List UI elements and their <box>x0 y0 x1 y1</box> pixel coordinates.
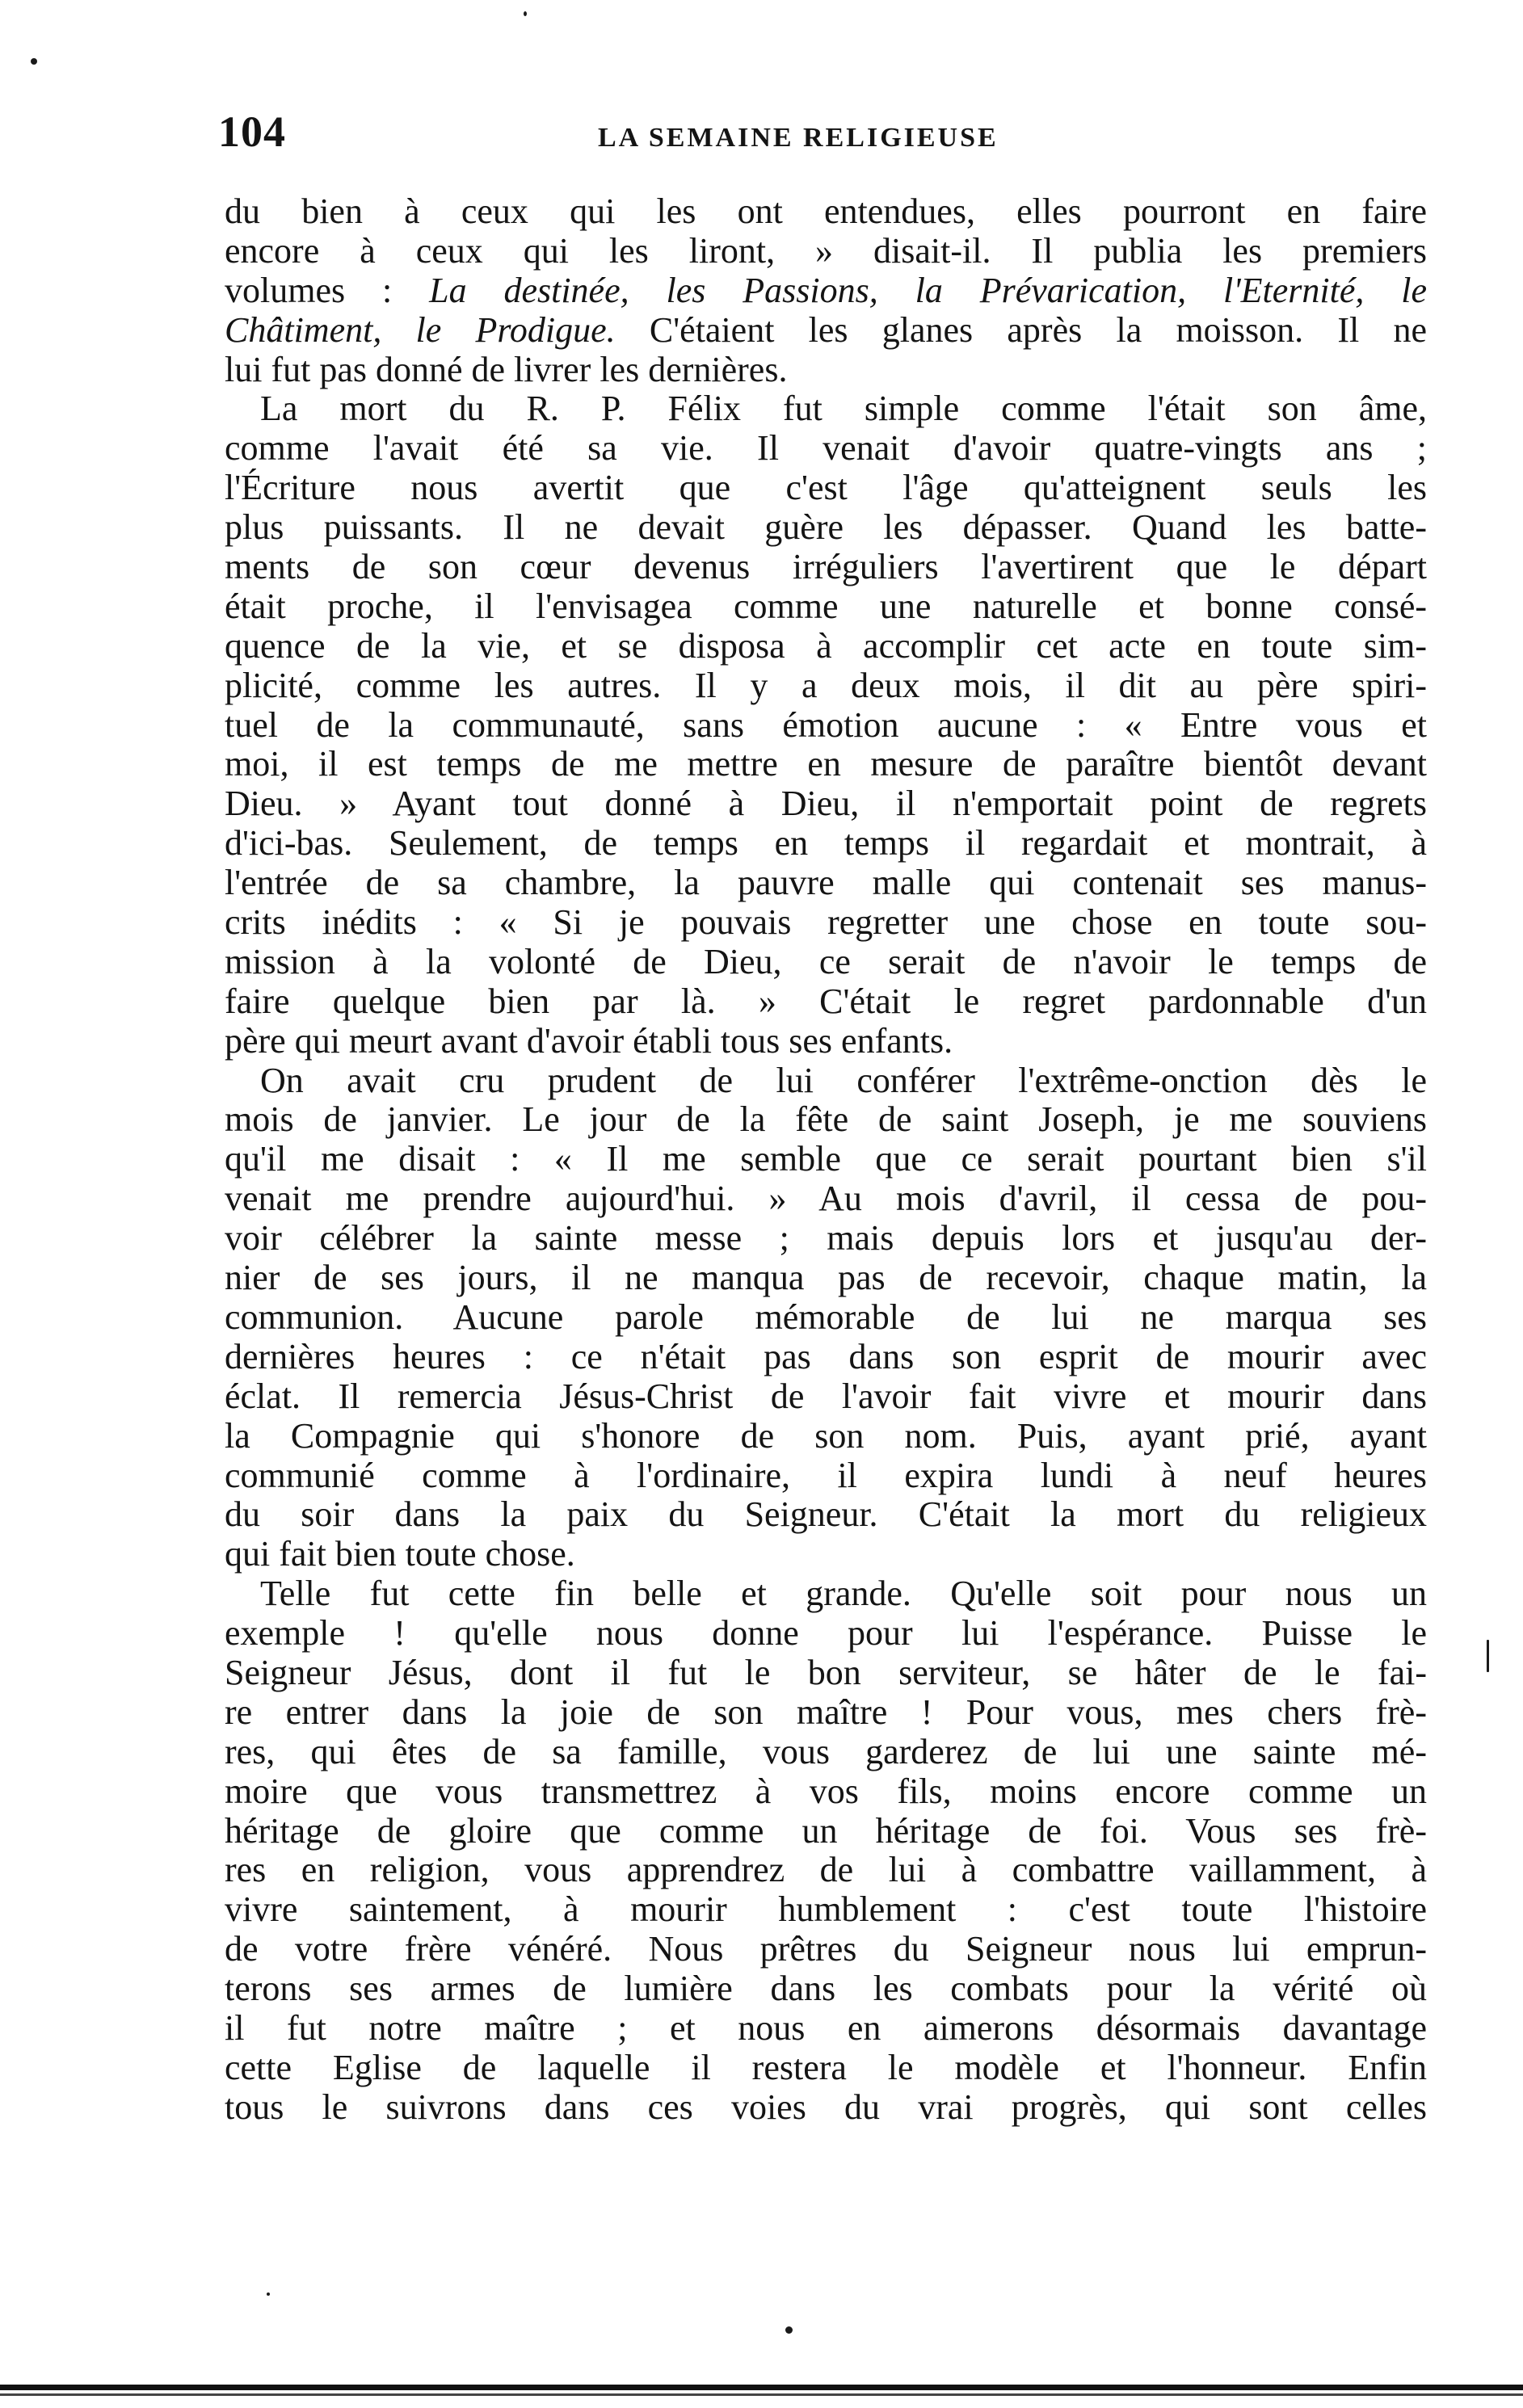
ink-speck <box>785 2326 793 2334</box>
text-line: lui fut pas donné de livrer les dernières. <box>225 349 788 389</box>
text-line: de votre frère vénéré. Nous prêtres du Seigneur nous lui emprun- <box>225 1929 1427 1969</box>
page-bottom-edge <box>0 2385 1523 2390</box>
ink-speck <box>267 2292 270 2296</box>
text-line: faire quelque bien par là. » C'était le regret pardonnable d'un <box>225 981 1427 1021</box>
text-line: père qui meurt avant d'avoir établi tous ses enfants. <box>225 1020 953 1061</box>
text-line: Telle fut cette fin belle et grande. Qu'elle soit pour nous un <box>260 1574 1427 1614</box>
text-line: res en religion, vous apprendrez de lui à combattre vaillamment, à <box>225 1850 1427 1890</box>
ink-speck <box>1487 1640 1489 1672</box>
text-line: l'entrée de sa chambre, la pauvre malle qui contenait ses manus- <box>225 863 1427 903</box>
text-line: plus puissants. Il ne devait guère les dépasser. Quand les batte- <box>225 507 1427 548</box>
text-line: était proche, il l'envisagea comme une naturelle et bonne consé- <box>225 586 1427 626</box>
text-line: voir célébrer la sainte messe ; mais depuis lors et jusqu'au der- <box>225 1218 1427 1259</box>
text-line: mission à la volonté de Dieu, ce serait de n'avoir le temps de <box>225 941 1427 981</box>
text-line: du bien à ceux qui les ont entendues, elles pourront en faire <box>225 191 1427 231</box>
text-line: moire que vous transmettrez à vos fils, moins encore comme un <box>225 1771 1427 1811</box>
text-line <box>225 311 1427 351</box>
text-line: il fut notre maître ; et nous en aimerons désormais davantage <box>225 2007 1427 2048</box>
text-line: tuel de la communauté, sans émotion aucune : « Entre vous et <box>225 704 1427 745</box>
text-line: encore à ceux qui les liront, » disait-il. Il publia les premiers <box>225 230 1427 271</box>
body-text <box>225 192 1427 2128</box>
text-line: terons ses armes de lumière dans les combats pour la vérité où <box>225 1969 1427 2009</box>
text-line: nier de ses jours, il ne manqua pas de recevoir, chaque matin, la <box>225 1258 1427 1298</box>
page-bottom-edge-shadow <box>0 2393 1523 2396</box>
text-line: cette Eglise de laquelle il restera le modèle et l'honneur. Enfin <box>225 2047 1427 2087</box>
text-line: vivre saintement, à mourir humblement : c'est toute l'histoire <box>225 1889 1427 1930</box>
text-line: la Compagnie qui s'honore de son nom. Puis, ayant prié, ayant <box>225 1415 1427 1456</box>
page-header <box>218 107 1430 171</box>
text-line: venait me prendre aujourd'hui. » Au mois d'avril, il cessa de pou- <box>225 1179 1427 1219</box>
text-line: ments de son cœur devenus irréguliers l'avertirent que le départ <box>225 547 1427 587</box>
text-line: communion. Aucune parole mémorable de lui ne marqua ses <box>225 1296 1427 1337</box>
text-line: exemple ! qu'elle nous donne pour lui l'espérance. Puisse le <box>225 1613 1427 1654</box>
text-line: communié comme à l'ordinaire, il expira lundi à neuf heures <box>225 1455 1427 1495</box>
italic-title-span: La destinée, les Passions, la Prévarication, l'Eternité, le <box>429 270 1427 310</box>
text-line: La mort du R. P. Félix fut simple comme l'était son âme, <box>260 389 1427 429</box>
italic-title-span: Châtiment, le Prodigue. <box>225 309 616 350</box>
text-line: mois de janvier. Le jour de la fête de saint Joseph, je me souviens <box>225 1099 1427 1140</box>
text-line: du soir dans la paix du Seigneur. C'était la mort du religieux <box>225 1494 1427 1535</box>
text-line: plicité, comme les autres. Il y a deux mois, il dit au père spiri- <box>225 665 1427 705</box>
text-line: comme l'avait été sa vie. Il venait d'avoir quatre-vingts ans ; <box>225 428 1427 469</box>
text-line: dernières heures : ce n'était pas dans son esprit de mourir avec <box>225 1336 1427 1376</box>
text-line: crits inédits : « Si je pouvais regretter une chose en toute sou- <box>225 902 1427 943</box>
text-line: éclat. Il remercia Jésus-Christ de l'avoir fait vivre et mourir dans <box>225 1376 1427 1416</box>
text-line: qu'il me disait : « Il me semble que ce serait pourtant bien s'il <box>225 1139 1427 1179</box>
text-line: quence de la vie, et se disposa à accomplir cet acte en toute sim- <box>225 625 1427 666</box>
text-line: res, qui êtes de sa famille, vous garderez de lui une sainte mé- <box>225 1731 1427 1771</box>
text-line: héritage de gloire que comme un héritage de foi. Vous ses frè- <box>225 1810 1427 1851</box>
text-line: On avait cru prudent de lui conférer l'extrême-onction dès le <box>260 1060 1427 1100</box>
running-head: LA SEMAINE RELIGIEUSE <box>598 123 999 153</box>
text-line: Dieu. » Ayant tout donné à Dieu, il n'emportait point de regrets <box>225 784 1427 824</box>
text-span: volumes : <box>225 270 430 310</box>
text-line: moi, il est temps de me mettre en mesure de paraître bientôt devant <box>225 744 1427 784</box>
text-line: tous le suivrons dans ces voies du vrai progrès, qui sont celles <box>225 2087 1427 2127</box>
text-span: C'étaient les glanes après la moisson. Il ne <box>615 309 1428 350</box>
text-line: l'Écriture nous avertit que c'est l'âge qu'atteignent seuls les <box>225 468 1427 508</box>
text-line: d'ici-bas. Seulement, de temps en temps il regardait et montrait, à <box>225 823 1427 864</box>
text-line: re entrer dans la joie de son maître ! Pour vous, mes chers frè- <box>225 1691 1427 1732</box>
page-number: 104 <box>218 107 286 156</box>
text-line: Seigneur Jésus, dont il fut le bon serviteur, se hâter de le fai- <box>225 1652 1427 1692</box>
ink-speck <box>31 58 37 65</box>
text-line: qui fait bien toute chose. <box>225 1534 575 1574</box>
ink-speck <box>524 11 527 16</box>
text-line <box>225 271 1427 311</box>
